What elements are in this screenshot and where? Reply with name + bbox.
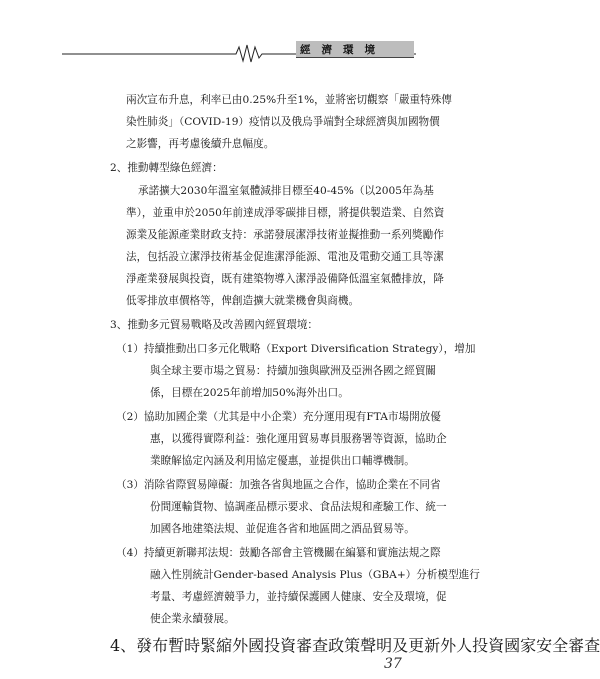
body-line: 融入性別統計Gender-based Analysis Plus（GBA+）分析模型進行 xyxy=(150,569,480,581)
body-line: 業瞭解協定內涵及利用協定優惠，並提供出口輔導機制。 xyxy=(150,455,415,467)
body-line: 考量、考慮經濟競爭力，並持續保護國人健康、安全及環境，促 xyxy=(150,591,447,603)
list-heading: 4、發布暫時緊縮外國投資審查政策聲明及更新外人投資國家安全審查 xyxy=(110,636,600,655)
body-line: 份間運輸貨物、協調產品標示要求、食品法規和產驗工作、統一 xyxy=(150,501,447,513)
sub-item: （1）持續推動出口多元化戰略（Export Diversification Strategy），增加 xyxy=(116,343,476,355)
body-line: 與全球主要市場之貿易：持續加強與歐洲及亞洲各國之經貿關 xyxy=(150,365,437,377)
body-line: 加國各地建築法規、並促進各省和地區間之酒品貿易等。 xyxy=(150,523,415,535)
body-line: 係，目標在2025年前增加50%海外出口。 xyxy=(150,387,349,399)
body-line: 惠，以獲得實際利益：強化運用貿易專員服務署等資源，協助企 xyxy=(150,433,447,445)
header-section-label: 經濟環境 xyxy=(300,44,386,56)
body-line: 使企業永續發展。 xyxy=(150,613,235,625)
body-line: 準），並重申於2050年前達成淨零碳排目標，將提供製造業、自然資 xyxy=(126,207,445,219)
body-line: 低零排放車價格等，俾創造擴大就業機會與商機。 xyxy=(126,295,360,307)
body-line: 源業及能源產業財政支持：承諾發展潔淨技術並擬推動一系列獎勵作 xyxy=(126,229,444,241)
sub-item: （4）持續更新聯邦法規：鼓勵各部會主管機關在編纂和實施法規之際 xyxy=(116,547,441,559)
body-line: 承諾擴大2030年溫室氣體減排目標至40-45%（以2005年為基 xyxy=(138,185,434,197)
sub-item: （3）消除省際貿易障礙：加強各省與地區之合作，協助企業在不同省 xyxy=(116,479,441,491)
body-line: 之影響，再考慮後續升息幅度。 xyxy=(126,138,275,150)
list-heading: 3、推動多元貿易戰略及改善國內經貿環境： xyxy=(110,319,319,331)
list-heading: 2、推動轉型綠色經濟： xyxy=(110,162,223,174)
body-line: 染性肺炎」（COVID-19）疫情以及俄烏爭端對全球經濟與加國物價 xyxy=(126,116,440,128)
body-line: 兩次宣布升息，利率已由0.25%升至1%，並將密切觀察「嚴重特殊傳 xyxy=(126,94,452,106)
page-number: 37 xyxy=(384,656,402,672)
body-line: 淨產業發展與投資，既有建築物導入潔淨設備降低溫室氣體排放，降 xyxy=(126,273,444,285)
body-line: 法，包括設立潔淨技術基金促進潔淨能源、電池及電動交通工具等潔 xyxy=(126,251,444,263)
sub-item: （2）協助加國企業（尤其是中小企業）充分運用現有FTA市場開放優 xyxy=(116,411,441,423)
